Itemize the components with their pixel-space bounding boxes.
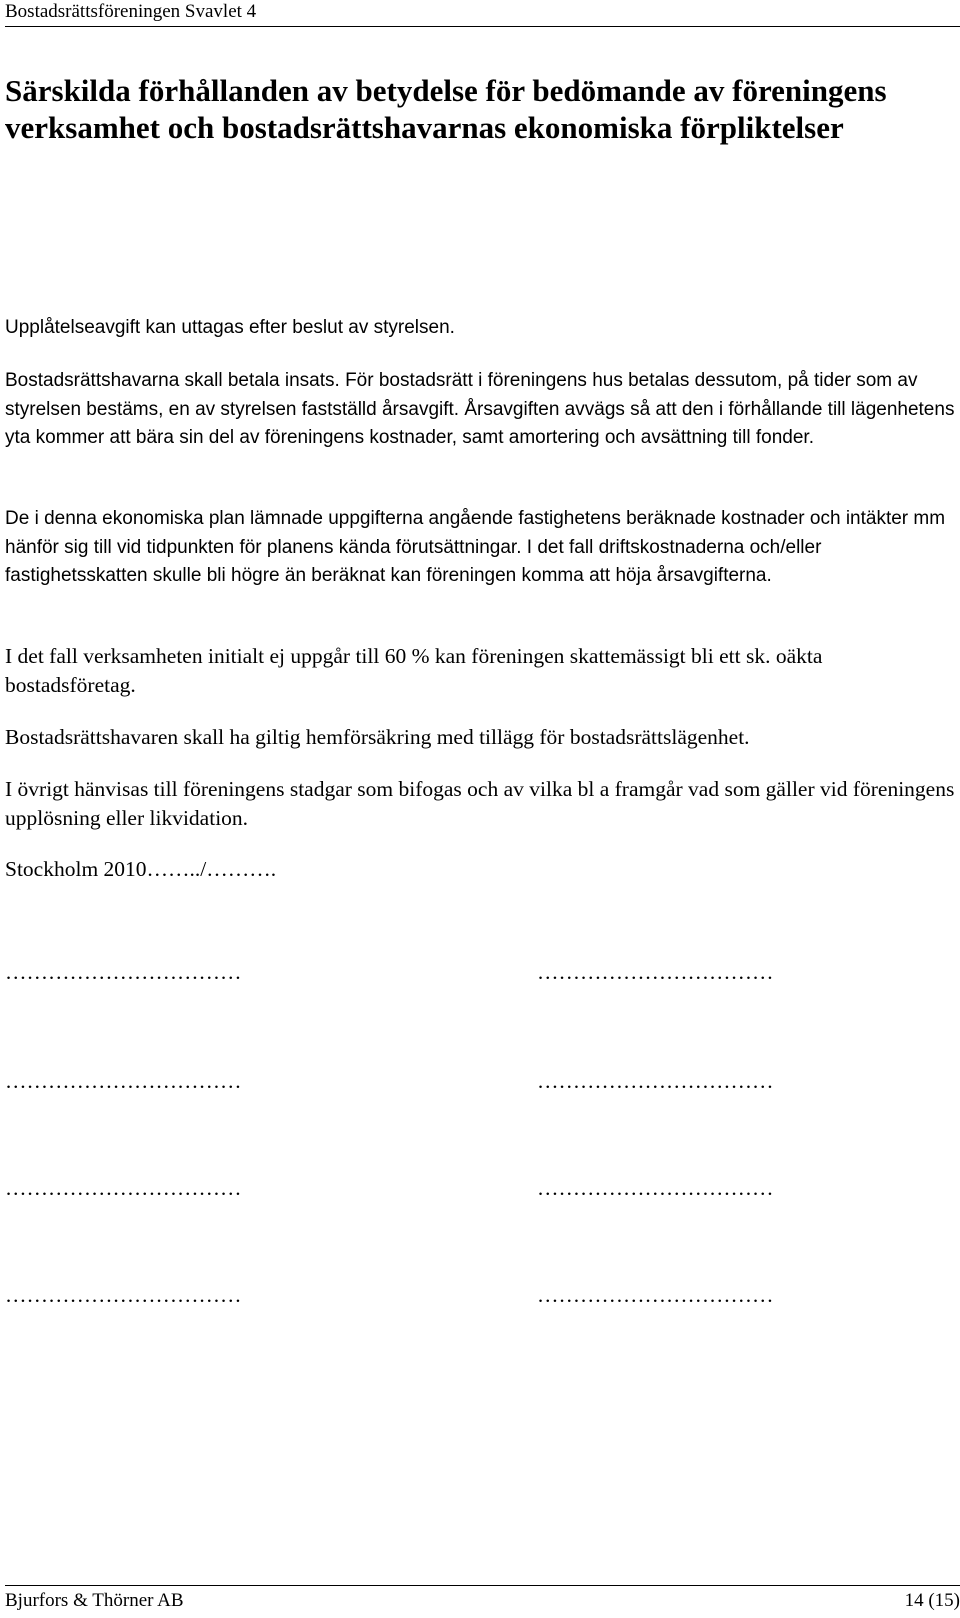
footer-company: Bjurfors & Thörner AB: [5, 1590, 184, 1611]
signature-line: ……………………………: [537, 1069, 774, 1093]
section-title: Särskilda förhållanden av betydelse för bedömande av föreningens verksamhet och bostadsrättshavarnas ekonomiska förpliktelser: [5, 73, 887, 145]
page-footer: [5, 1585, 960, 1618]
paragraph-insats-arsavgift: Bostadsrättshavarna skall betala insats. För bostadsrätt i föreningens hus betalas dessutom, på tider som av styrelsen bestäms, en av styrelsen fastställd årsavgift. Årsavgiften avvägs så att den i förhållande till lägenhetens yta kommer att bära sin del av föreningens kostnader, samt amortering och avsättning till fonder.: [5, 370, 955, 448]
signature-line: ……………………………: [5, 1176, 242, 1200]
paragraph-upplatelseavgift: Upplåtelseavgift kan uttagas efter beslut av styrelsen.: [5, 317, 455, 338]
paragraph-oakta-bostadsforetag: I det fall verksamheten initialt ej uppgår till 60 % kan föreningen skattemässigt bli ett sk. oäkta bostadsföretag.: [5, 644, 823, 697]
signature-line: ……………………………: [537, 1283, 774, 1307]
signature-line: ……………………………: [5, 960, 242, 984]
header-title: Bostadsrättsföreningen Svavlet 4: [5, 1, 257, 22]
page-number: 14 (15): [904, 1590, 960, 1611]
paragraph-ekonomisk-plan: De i denna ekonomiska plan lämnade uppgifterna angående fastighetens beräknade kostnader och intäkter mm hänför sig till vid tidpunkten för planens kända förutsättningar. I det fall driftskostnaderna och/eller fastighetsskatten skulle bli högre än beräknat kan föreningen komma att höja årsavgifterna.: [5, 508, 946, 586]
signature-line: ……………………………: [537, 1176, 774, 1200]
signature-line: ……………………………: [537, 960, 774, 984]
signature-line: ……………………………: [5, 1069, 242, 1093]
place-date-line: Stockholm 2010……../……….: [5, 857, 277, 881]
paragraph-hemforsakring: Bostadsrättshavaren skall ha giltig hemförsäkring med tillägg för bostadsrättslägenhet.: [5, 725, 750, 749]
signature-line: ……………………………: [5, 1283, 242, 1307]
page-header: [5, 0, 960, 27]
paragraph-stadgar: I övrigt hänvisas till föreningens stadgar som bifogas och av vilka bl a framgår vad som gäller vid föreningens upplösning eller likvidation.: [5, 777, 955, 830]
